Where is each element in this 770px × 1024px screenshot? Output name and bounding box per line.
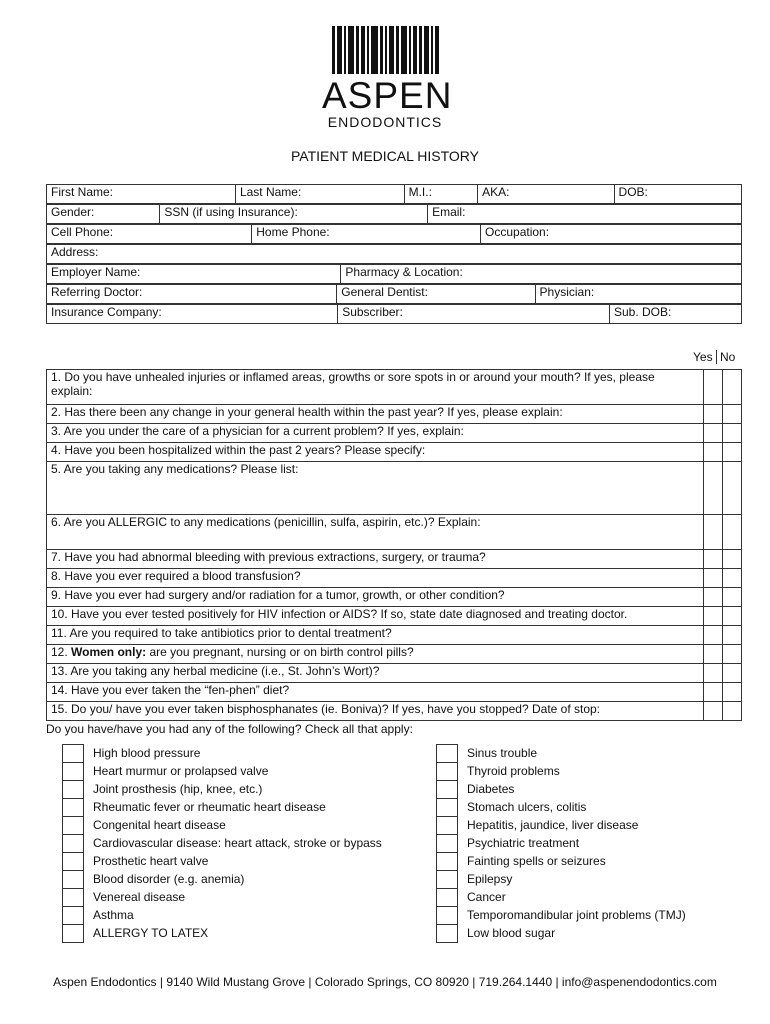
question-text: 2. Has there been any change in your general health within the past year? If yes, please explain: [47, 405, 704, 424]
info-field[interactable]: Occupation: [481, 225, 742, 244]
yes-checkbox[interactable] [704, 645, 723, 664]
logo-bars-icon [322, 26, 448, 74]
question-text: 1. Do you have unhealed injuries or inflamed areas, growths or sore spots in or around your mouth? If yes, please explain: [47, 370, 704, 405]
condition-checkbox[interactable] [62, 762, 84, 780]
conditions-left [62, 744, 382, 942]
condition-item [62, 744, 382, 762]
info-field[interactable]: First Name: [47, 185, 236, 204]
condition-item [436, 852, 686, 870]
condition-label: Prosthetic heart valve [93, 854, 209, 868]
no-checkbox[interactable] [723, 664, 742, 683]
condition-item [436, 870, 686, 888]
condition-item [436, 924, 686, 942]
question-text: 13. Are you taking any herbal medicine (i.e., St. John’s Wort)? [47, 664, 704, 683]
no-checkbox[interactable] [723, 515, 742, 550]
question-row [47, 550, 742, 569]
yes-checkbox[interactable] [704, 588, 723, 607]
condition-checkbox[interactable] [62, 924, 84, 943]
condition-item [62, 762, 382, 780]
info-field[interactable]: M.I.: [404, 185, 477, 204]
page-title: PATIENT MEDICAL HISTORY [290, 148, 479, 164]
condition-checkbox[interactable] [436, 798, 458, 816]
condition-label: Congenital heart disease [93, 818, 226, 832]
condition-checkbox[interactable] [62, 906, 84, 924]
condition-label: Joint prosthesis (hip, knee, etc.) [93, 782, 263, 796]
question-row [47, 515, 742, 550]
info-field[interactable]: Subscriber: [338, 305, 610, 324]
question-row [47, 645, 742, 664]
question-row [47, 588, 742, 607]
condition-checkbox[interactable] [62, 852, 84, 870]
condition-checkbox[interactable] [436, 924, 458, 943]
info-field[interactable]: AKA: [478, 185, 614, 204]
question-text: 8. Have you ever required a blood transfusion? [47, 569, 704, 588]
info-field[interactable]: Insurance Company: [47, 305, 338, 324]
condition-item [62, 924, 382, 942]
no-checkbox[interactable] [723, 702, 742, 721]
condition-checkbox[interactable] [436, 780, 458, 798]
condition-item [436, 888, 686, 906]
condition-label: Epilepsy [467, 872, 513, 886]
info-field[interactable]: SSN (if using Insurance): [160, 205, 428, 224]
info-field[interactable]: Home Phone: [252, 225, 481, 244]
question-row [47, 462, 742, 515]
question-row [47, 626, 742, 645]
yes-checkbox[interactable] [704, 607, 723, 626]
condition-checkbox[interactable] [436, 834, 458, 852]
question-row [47, 424, 742, 443]
condition-checkbox[interactable] [62, 780, 84, 798]
info-field[interactable]: Employer Name: [47, 265, 341, 284]
condition-label: Temporomandibular joint problems (TMJ) [467, 908, 686, 922]
condition-label: Hepatitis, jaundice, liver disease [467, 818, 639, 832]
question-row [47, 370, 742, 405]
condition-label: Sinus trouble [467, 746, 538, 760]
yes-checkbox[interactable] [704, 702, 723, 721]
no-checkbox[interactable] [723, 550, 742, 569]
condition-label: Psychiatric treatment [467, 836, 580, 850]
condition-label: Heart murmur or prolapsed valve [93, 764, 269, 778]
condition-item [62, 888, 382, 906]
condition-item [436, 906, 686, 924]
question-text: 5. Are you taking any medications? Please list: [47, 462, 704, 515]
yes-checkbox[interactable] [704, 664, 723, 683]
info-row [47, 305, 742, 324]
condition-checkbox[interactable] [436, 762, 458, 780]
yes-checkbox[interactable] [704, 683, 723, 702]
question-row [47, 607, 742, 626]
yes-checkbox[interactable] [704, 424, 723, 443]
no-checkbox[interactable] [723, 424, 742, 443]
no-checkbox[interactable] [723, 370, 742, 405]
no-checkbox[interactable] [723, 626, 742, 645]
conditions-intro: Do you have/have you had any of the following? Check all that apply: [46, 722, 413, 736]
question-row [47, 443, 742, 462]
no-checkbox[interactable] [723, 405, 742, 424]
condition-item [62, 852, 382, 870]
women-only-label: Women only: [71, 645, 147, 659]
condition-checkbox[interactable] [62, 798, 84, 816]
condition-label: Cardiovascular disease: heart attack, stroke or bypass [93, 836, 382, 850]
info-field[interactable]: Gender: [47, 205, 160, 224]
condition-item [436, 816, 686, 834]
yes-checkbox[interactable] [704, 405, 723, 424]
condition-label: Asthma [93, 908, 134, 922]
info-row [47, 285, 742, 304]
conditions-right [436, 744, 686, 942]
question-text: 12. Women only: are you pregnant, nursing or on birth control pills? [47, 645, 704, 664]
condition-checkbox[interactable] [436, 816, 458, 834]
questions-table [46, 369, 742, 721]
yes-checkbox[interactable] [704, 515, 723, 550]
condition-checkbox[interactable] [62, 870, 84, 888]
yes-checkbox[interactable] [704, 626, 723, 645]
info-field[interactable]: General Dentist: [337, 285, 535, 304]
info-row [47, 265, 742, 284]
logo [322, 26, 453, 130]
condition-item [436, 798, 686, 816]
yes-checkbox[interactable] [704, 569, 723, 588]
condition-label: Thyroid problems [467, 764, 560, 778]
yes-checkbox[interactable] [704, 550, 723, 569]
question-text: 11. Are you required to take antibiotics prior to dental treatment? [47, 626, 704, 645]
condition-checkbox[interactable] [436, 888, 458, 906]
question-row [47, 569, 742, 588]
info-field[interactable]: Sub. DOB: [609, 305, 741, 324]
logo-brand: ASPEN [322, 75, 453, 116]
info-row [47, 245, 742, 264]
condition-label: Venereal disease [93, 890, 186, 904]
question-row [47, 405, 742, 424]
condition-item [62, 870, 382, 888]
condition-item [62, 816, 382, 834]
no-checkbox[interactable] [723, 462, 742, 515]
condition-checkbox[interactable] [436, 906, 458, 924]
info-row [47, 205, 742, 224]
no-header: No [716, 350, 735, 364]
question-row [47, 683, 742, 702]
condition-item [62, 798, 382, 816]
condition-item [436, 834, 686, 852]
no-checkbox[interactable] [723, 569, 742, 588]
question-text: 6. Are you ALLERGIC to any medications (penicillin, sulfa, aspirin, etc.)? Explain: [47, 515, 704, 550]
patient-info-table [46, 184, 742, 324]
question-text: 4. Have you been hospitalized within the past 2 years? Please specify: [47, 443, 704, 462]
info-field[interactable]: Physician: [535, 285, 741, 304]
condition-label: Fainting spells or seizures [467, 854, 606, 868]
no-checkbox[interactable] [723, 607, 742, 626]
no-checkbox[interactable] [723, 683, 742, 702]
question-row [47, 702, 742, 721]
condition-label: Cancer [467, 890, 506, 904]
condition-item [436, 762, 686, 780]
condition-label: High blood pressure [93, 746, 201, 760]
condition-checkbox[interactable] [62, 834, 84, 852]
info-field[interactable]: Email: [428, 205, 742, 224]
condition-label: Low blood sugar [467, 926, 556, 940]
yes-checkbox[interactable] [704, 370, 723, 405]
info-field[interactable]: Last Name: [235, 185, 404, 204]
condition-checkbox[interactable] [62, 744, 84, 762]
info-row [47, 225, 742, 244]
condition-item [62, 906, 382, 924]
question-text: 10. Have you ever tested positively for HIV infection or AIDS? If so, state date diagnosed and treating doctor. [47, 607, 704, 626]
info-field[interactable]: Referring Doctor: [47, 285, 337, 304]
condition-checkbox[interactable] [436, 852, 458, 870]
condition-label: ALLERGY TO LATEX [93, 926, 209, 940]
yes-checkbox[interactable] [704, 462, 723, 515]
question-row [47, 664, 742, 683]
condition-label: Rheumatic fever or rheumatic heart disease [93, 800, 326, 814]
question-text: 3. Are you under the care of a physician for a current problem? If yes, explain: [47, 424, 704, 443]
condition-checkbox[interactable] [436, 744, 458, 762]
info-field[interactable]: Cell Phone: [47, 225, 252, 244]
info-field[interactable]: Pharmacy & Location: [341, 265, 742, 284]
question-text: 7. Have you had abnormal bleeding with previous extractions, surgery, or trauma? [47, 550, 704, 569]
yes-header: Yes [693, 350, 713, 364]
condition-checkbox[interactable] [62, 888, 84, 906]
condition-label: Stomach ulcers, colitis [467, 800, 587, 814]
condition-item [62, 834, 382, 852]
no-checkbox[interactable] [723, 588, 742, 607]
condition-item [62, 780, 382, 798]
info-row [47, 185, 742, 204]
no-checkbox[interactable] [723, 645, 742, 664]
question-text: 15. Do you/ have you ever taken bisphosphanates (ie. Boniva)? If yes, have you stopped? Date of stop: [47, 702, 704, 721]
condition-checkbox[interactable] [436, 870, 458, 888]
condition-checkbox[interactable] [62, 816, 84, 834]
info-field[interactable]: Address: [47, 245, 742, 264]
condition-item [436, 780, 686, 798]
yes-checkbox[interactable] [704, 443, 723, 462]
condition-label: Blood disorder (e.g. anemia) [93, 872, 245, 886]
no-checkbox[interactable] [723, 443, 742, 462]
question-text: 14. Have you ever taken the “fen-phen” diet? [47, 683, 704, 702]
condition-item [436, 744, 686, 762]
footer: Aspen Endodontics | 9140 Wild Mustang Grove | Colorado Springs, CO 80920 | 719.264.1440 | info@aspenendodontics.com [53, 975, 717, 989]
logo-subtitle: ENDODONTICS [327, 114, 443, 130]
question-text: 9. Have you ever had surgery and/or radiation for a tumor, growth, or other condition? [47, 588, 704, 607]
condition-label: Diabetes [467, 782, 515, 796]
info-field[interactable]: DOB: [614, 185, 741, 204]
